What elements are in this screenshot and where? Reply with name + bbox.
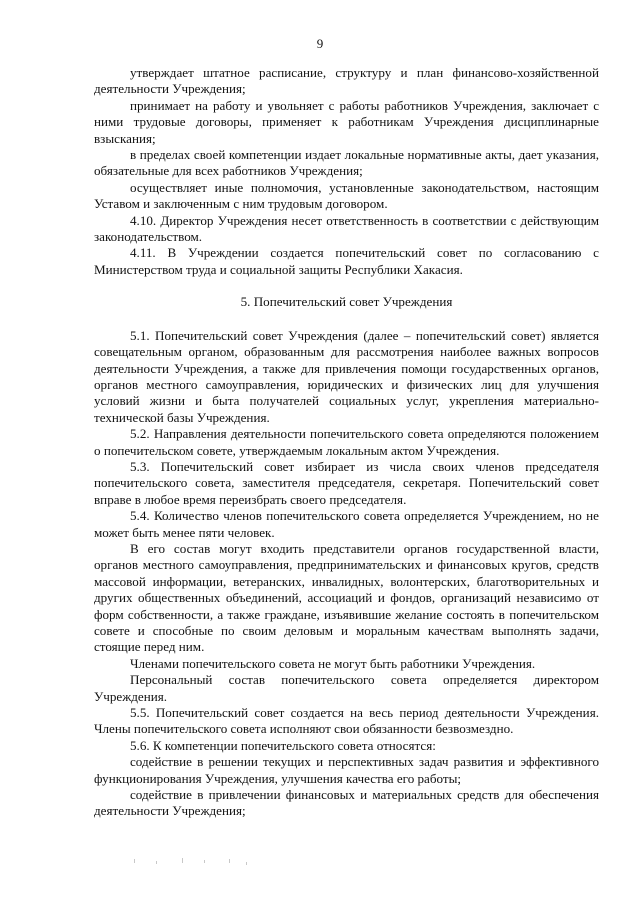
paragraph: Членами попечительского совета не могут быть работники Учреждения.	[130, 655, 536, 671]
paragraph: 4.10. Директор Учреждения несет ответственность в соответствии с действующим законодательством.	[94, 212, 599, 245]
scan-speck	[156, 861, 157, 864]
scan-speck	[134, 859, 135, 863]
paragraph: 4.11. В Учреждении создается попечительский совет по согласованию с Министерством труда и социальной защиты Республики Хакасия.	[94, 245, 599, 277]
scan-speck	[246, 862, 247, 865]
paragraph: содействие в привлечении финансовых и материальных средств для обеспечения деятельности Учреждения;	[94, 787, 599, 819]
paragraph: Персональный состав попечительского совета определяется директором Учреждения.	[94, 672, 599, 704]
paragraph: 5.1. Попечительский совет Учреждения (далее – попечительский совет) является совещательным органом, образованным для рассмотрения наиболее важных вопросов деятельности Учреждения, а также для привлечения помощи государственных органов, органов местного самоуправления, юридических и физических лиц для улучшения условий жизни и быта получателей социальных услуг, укрепления материально-технической базы Учреждения.	[94, 327, 599, 425]
paragraph: утверждает штатное расписание, структуру и план финансово-хозяйственной деятельности Учреждения;	[94, 65, 599, 97]
paragraph: принимает на работу и увольняет с работы работников Учреждения, заключает с ними трудовые договоры, применяет к работникам Учреждения дисциплинарные взыскания;	[94, 97, 599, 146]
scan-speck	[229, 859, 230, 863]
scan-speck	[182, 858, 183, 863]
paragraph: 5.2. Направления деятельности попечительского совета определяются положением о попечительском совете, утверждаемым локальным актом Учреждения.	[94, 426, 599, 458]
scan-artifacts	[134, 857, 254, 867]
paragraph: 5.6. К компетенции попечительского совета относятся:	[130, 737, 436, 753]
paragraph: 5.5. Попечительский совет создается на весь период деятельности Учреждения. Члены попечительского совета исполняют свои обязанности безвозмездно.	[94, 705, 599, 737]
paragraph: 5.3. Попечительский совет избирает из числа своих членов председателя попечительского совета, заместителя председателя, секретаря. Попечительский совет вправе в любое время переизбрать своего председателя.	[94, 458, 599, 507]
paragraph: 5.4. Количество членов попечительского совета определяется Учреждением, но не может быть менее пяти человек.	[94, 508, 599, 540]
paragraph: содействие в решении текущих и перспективных задач развития и эффективного функционирования Учреждения, улучшения качества его работы;	[94, 754, 599, 786]
scan-speck	[204, 860, 205, 863]
document-body	[94, 65, 599, 820]
paragraph: В его состав могут входить представители органов государственной власти, органов местного самоуправления, предпринимательских и финансовых кругов, средств массовой информации, ветеранских, инвалидных, волонтерских, благотворительных и других общественных объединений, ассоциаций и фондов, организаций независимо от форм собственности, а также граждане, изъявившие желание состоять в попечительском совете и способные по своим деловым и моральным качествам выполнять задачи, стоящие перед ним.	[94, 540, 599, 655]
paragraph: осуществляет иные полномочия, установленные законодательством, настоящим Уставом и заключенным с ним трудовым договором.	[94, 179, 599, 212]
paragraph: в пределах своей компетенции издает локальные нормативные акты, дает указания, обязательные для всех работников Учреждения;	[94, 147, 599, 179]
page-number: 9	[316, 36, 324, 51]
section-heading: 5. Попечительский совет Учреждения	[240, 294, 453, 310]
